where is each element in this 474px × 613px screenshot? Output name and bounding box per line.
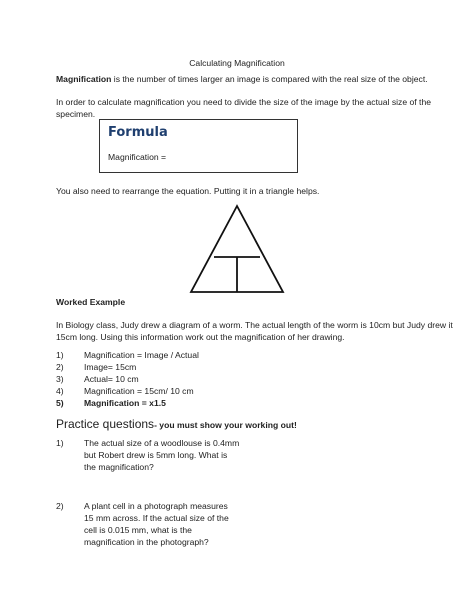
worked-example-line-1: In Biology class, Judy drew a diagram of a worm. The actual length of the worm is 10cm but Judy drew it — [56, 320, 453, 330]
term-magnification: Magnification — [56, 74, 112, 84]
step-item-answer: 5) Magnification = x1.5 — [56, 398, 166, 408]
formula-heading: Formula — [108, 125, 168, 140]
question-line: the magnification? — [84, 462, 154, 472]
practice-heading: Practice questions — [56, 417, 155, 431]
formula-line: Magnification = — [108, 152, 167, 162]
practice-heading-row — [56, 415, 297, 433]
step-item: 2) Image= 15cm — [56, 362, 137, 372]
step-item: 1) Magnification = Image / Actual — [56, 350, 199, 360]
definition-text: is the number of times larger an image is compared with the real size of the object. — [111, 74, 428, 84]
question-line: The actual size of a woodlouse is 0.4mm — [84, 438, 240, 448]
page-title: Calculating Magnification — [189, 58, 285, 68]
question-number: 2) — [56, 501, 64, 511]
question-line: 15 mm across. If the actual size of the — [84, 513, 229, 523]
worked-example-line-2: 15cm long. Using this information work out the magnification of her drawing. — [56, 332, 345, 342]
step-item: 3) Actual= 10 cm — [56, 374, 139, 384]
worked-example-heading: Worked Example — [56, 297, 126, 307]
rearrange-text: You also need to rearrange the equation. Putting it in a triangle helps. — [56, 186, 320, 196]
calc-paragraph-line-1: In order to calculate magnification you need to divide the size of the image by the actual size of the — [56, 97, 432, 107]
question-line: cell is 0.015 mm, what is the — [84, 525, 192, 535]
question-line: but Robert drew is 5mm long. What is — [84, 450, 228, 460]
practice-subheading: - you must show your working out! — [154, 420, 297, 430]
question-line: A plant cell in a photograph measures — [84, 501, 228, 511]
step-item: 4) Magnification = 15cm/ 10 cm — [56, 386, 194, 396]
question-line: magnification in the photograph? — [84, 537, 209, 547]
question-number: 1) — [56, 438, 64, 448]
calc-paragraph-line-2: specimen. — [56, 109, 96, 119]
